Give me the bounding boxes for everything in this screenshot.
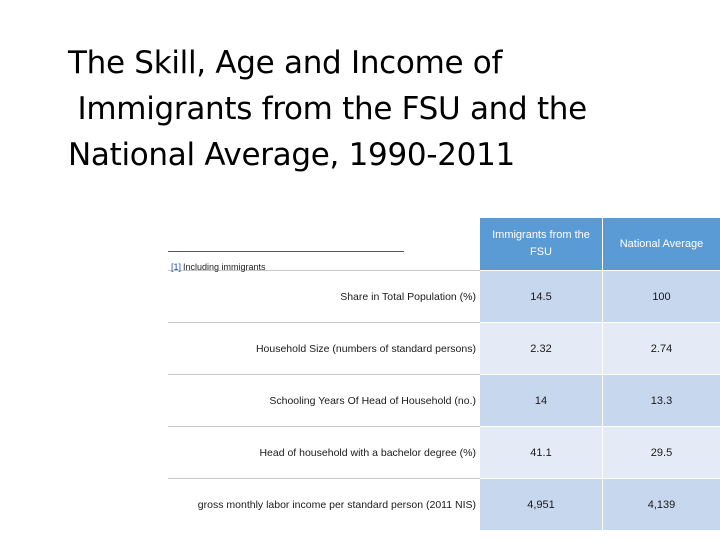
fsu-value: 41.1	[480, 426, 602, 478]
national-value: 29.5	[602, 426, 720, 478]
national-value: 100	[602, 270, 720, 322]
table-row	[168, 270, 720, 322]
national-value: 4,139	[602, 478, 720, 530]
header-fsu: Immigrants from the FSU	[480, 218, 602, 270]
row-label: Household Size (numbers of standard persons)	[168, 322, 480, 374]
footnote-text: Including immigrants	[183, 262, 266, 272]
table-row	[168, 322, 720, 374]
national-value: 13.3	[602, 374, 720, 426]
row-label: Share in Total Population (%)	[168, 270, 480, 322]
fsu-value: 14.5	[480, 270, 602, 322]
row-label: gross monthly labor income per standard person (2011 NIS)	[168, 478, 480, 530]
row-label: Head of household with a bachelor degree (%)	[168, 426, 480, 478]
footnote-link[interactable]: [1]	[171, 262, 182, 272]
table-row	[168, 374, 720, 426]
slide-title: The Skill, Age and Income of Immigrants from the FSU and the National Average, 1990-2011	[68, 45, 587, 173]
fsu-value: 2.32	[480, 322, 602, 374]
table-row	[168, 478, 720, 530]
fsu-value: 4,951	[480, 478, 602, 530]
national-value: 2.74	[602, 322, 720, 374]
footnote	[171, 262, 266, 272]
footnote-separator	[168, 251, 404, 252]
table-row	[168, 426, 720, 478]
fsu-value: 14	[480, 374, 602, 426]
row-label: Schooling Years Of Head of Household (no.)	[168, 374, 480, 426]
header-national: National Average	[602, 218, 720, 270]
